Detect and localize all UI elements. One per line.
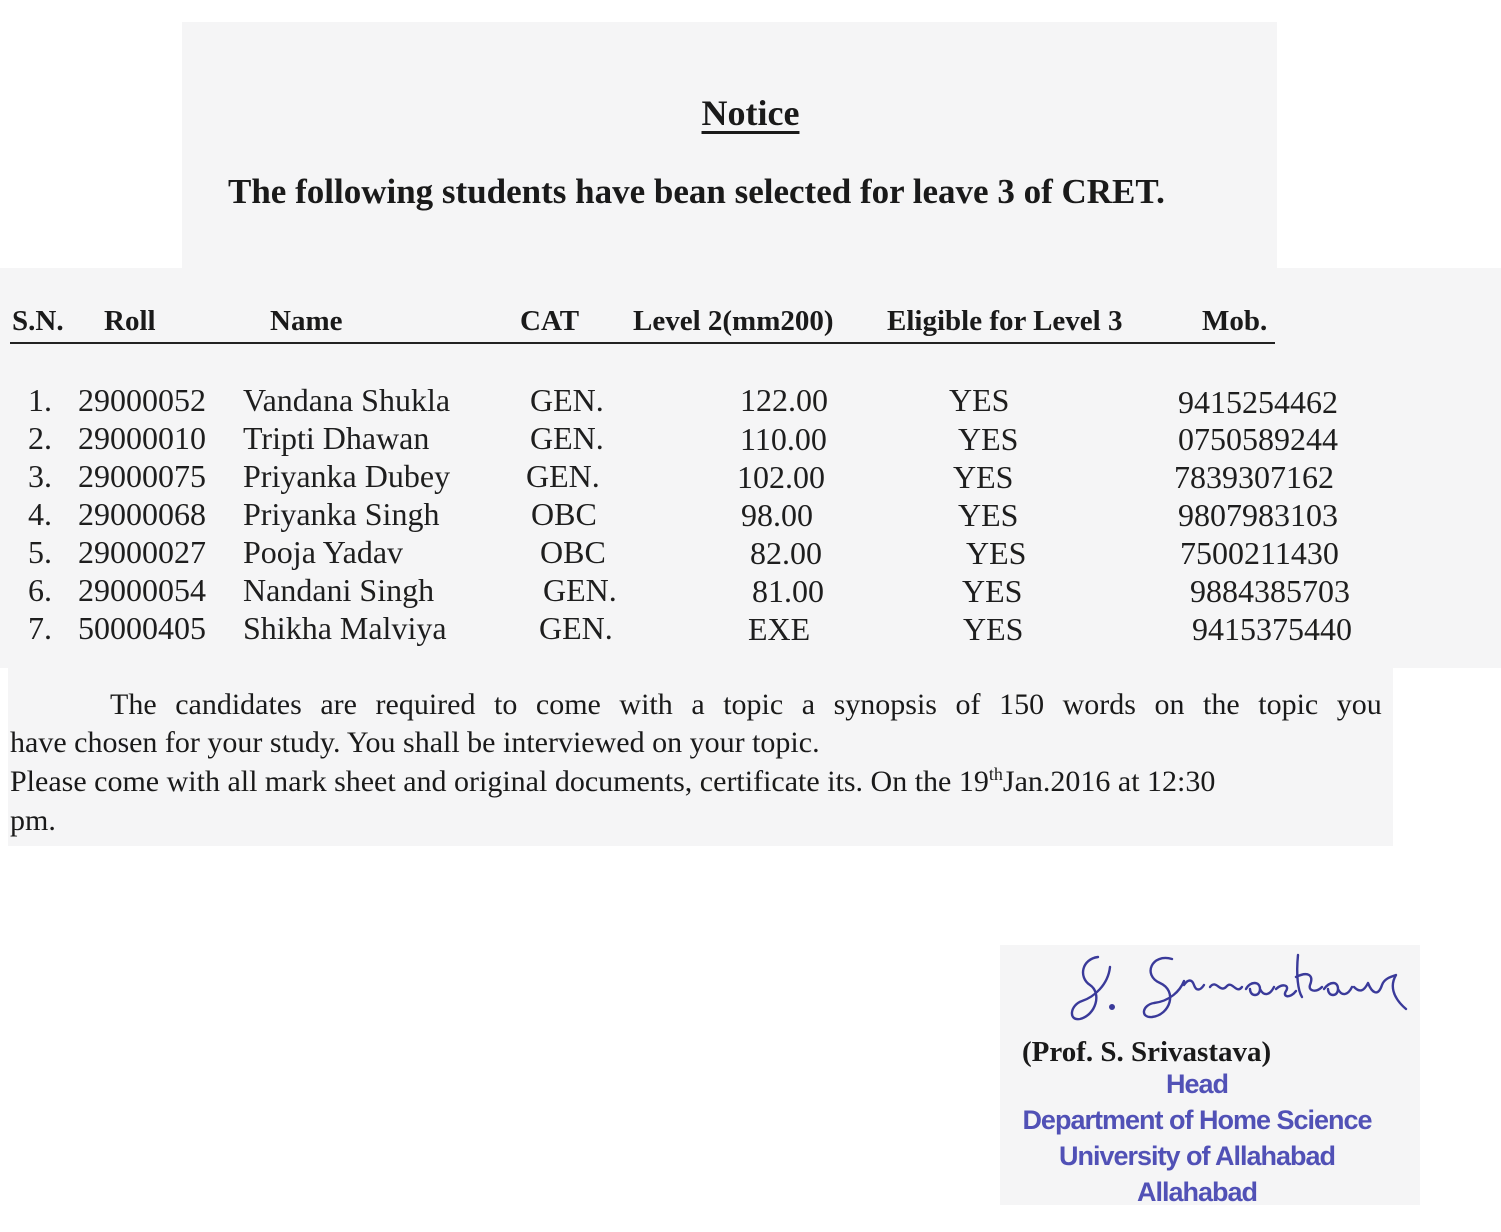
cell-cat: GEN. xyxy=(539,610,613,646)
cell-roll: 29000052 xyxy=(78,382,206,418)
cell-mobile: 0750589244 xyxy=(1178,421,1338,457)
body-line-3-text: Please come with all mark sheet and original documents, certificate its. On the 19 xyxy=(10,765,989,798)
cell-level2: 110.00 xyxy=(740,421,827,457)
header-rule xyxy=(10,342,1275,344)
body-line-1-word: on xyxy=(1154,688,1185,721)
cell-eligible: YES xyxy=(963,611,1024,647)
body-line-1-word: with xyxy=(619,688,673,721)
cell-roll: 29000010 xyxy=(78,420,206,456)
cell-level2: 82.00 xyxy=(750,535,822,571)
body-line-3 xyxy=(10,764,1215,799)
signatory-name: (Prof. S. Srivastava) xyxy=(1022,1036,1272,1068)
body-line-1-word: synopsis xyxy=(833,688,937,721)
cell-name: Vandana Shukla xyxy=(243,382,451,418)
cell-mobile: 7500211430 xyxy=(1180,535,1339,571)
cell-cat: GEN. xyxy=(526,458,600,494)
body-line-1-word: topic xyxy=(723,688,784,721)
body-line-4: pm. xyxy=(10,804,56,837)
cell-sn: 6. xyxy=(28,572,52,608)
stamp-line-city: Allahabad xyxy=(1136,1177,1258,1207)
cell-name: Pooja Yadav xyxy=(243,534,404,570)
cell-level2: EXE xyxy=(748,611,811,647)
body-line-2: have chosen for your study. You shall be interviewed on your topic. xyxy=(10,726,820,759)
cell-cat: GEN. xyxy=(543,572,617,608)
stamp-line-university: University of Allahabad xyxy=(1058,1141,1336,1171)
body-line-1-word: of xyxy=(955,688,981,721)
header-eligible: Eligible for Level 3 xyxy=(887,305,1123,337)
notice-title: Notice xyxy=(701,93,800,133)
stamp-line-department: Department of Home Science xyxy=(1022,1105,1372,1135)
cell-level2: 102.00 xyxy=(737,459,825,495)
cell-eligible: YES xyxy=(958,497,1019,533)
cell-cat: OBC xyxy=(540,534,606,570)
body-line-1 xyxy=(110,688,1382,722)
handwritten-signature xyxy=(1060,945,1420,1030)
cell-eligible: YES xyxy=(966,535,1027,571)
department-stamp xyxy=(992,1066,1402,1210)
body-line-1-word: come xyxy=(535,688,601,721)
cell-name: Tripti Dhawan xyxy=(243,420,430,456)
body-line-1-word: The xyxy=(110,688,157,721)
cell-sn: 4. xyxy=(28,496,52,532)
cell-eligible: YES xyxy=(958,421,1019,457)
body-line-1-word: are xyxy=(320,688,357,721)
header-cat: CAT xyxy=(520,305,580,337)
cell-cat: GEN. xyxy=(530,420,604,456)
cell-sn: 1. xyxy=(28,382,52,418)
cell-roll: 29000068 xyxy=(78,496,206,532)
cell-name: Shikha Malviya xyxy=(243,610,447,646)
cell-sn: 7. xyxy=(28,610,52,646)
cell-roll: 50000405 xyxy=(78,610,206,646)
cell-name: Nandani Singh xyxy=(243,572,435,608)
body-line-1-word: candidates xyxy=(175,688,302,721)
cell-level2: 98.00 xyxy=(741,497,813,533)
cell-mobile: 9884385703 xyxy=(1190,573,1350,609)
header-roll: Roll xyxy=(104,305,156,337)
body-line-1-word: you xyxy=(1336,688,1382,721)
cell-level2: 122.00 xyxy=(740,382,828,418)
cell-eligible: YES xyxy=(962,573,1023,609)
notice-subtitle: The following students have bean selected for leave 3 of CRET. xyxy=(228,172,1165,211)
body-line-1-word: 150 xyxy=(999,688,1045,721)
cell-level2: 81.00 xyxy=(752,573,824,609)
cell-mobile: 9807983103 xyxy=(1178,497,1338,533)
cell-name: Priyanka Singh xyxy=(243,496,440,532)
cell-mobile: 9415375440 xyxy=(1192,611,1352,647)
cell-roll: 29000075 xyxy=(78,458,206,494)
paper-patch-top xyxy=(182,22,1277,270)
cell-roll: 29000054 xyxy=(78,572,206,608)
cell-cat: GEN. xyxy=(530,382,604,418)
body-line-3-date: Jan.2016 at 12:30 xyxy=(1002,765,1216,798)
cell-sn: 5. xyxy=(28,534,52,570)
body-line-1-word: required xyxy=(375,688,476,721)
stamp-line-head: Head xyxy=(1165,1069,1229,1099)
cell-sn: 2. xyxy=(28,420,52,456)
date-ordinal-suffix: th xyxy=(988,764,1003,784)
header-name: Name xyxy=(270,305,343,337)
cell-mobile: 9415254462 xyxy=(1178,384,1338,420)
header-level2: Level 2(mm200) xyxy=(633,305,834,337)
cell-name: Priyanka Dubey xyxy=(243,458,451,494)
cell-sn: 3. xyxy=(28,458,52,494)
body-line-1-word: a xyxy=(801,688,816,721)
body-line-1-word: a xyxy=(691,688,705,721)
body-line-1-word: topic xyxy=(1258,688,1319,721)
cell-cat: OBC xyxy=(531,496,597,532)
body-line-1-word: the xyxy=(1203,688,1240,721)
cell-eligible: YES xyxy=(949,382,1010,418)
cell-eligible: YES xyxy=(953,459,1014,495)
body-line-1-word: to xyxy=(494,688,518,721)
cell-roll: 29000027 xyxy=(78,534,206,570)
cell-mobile: 7839307162 xyxy=(1174,459,1334,495)
header-mobile: Mob. xyxy=(1202,305,1268,337)
header-sn: S.N. xyxy=(12,305,64,337)
body-line-1-word: words xyxy=(1062,688,1136,721)
